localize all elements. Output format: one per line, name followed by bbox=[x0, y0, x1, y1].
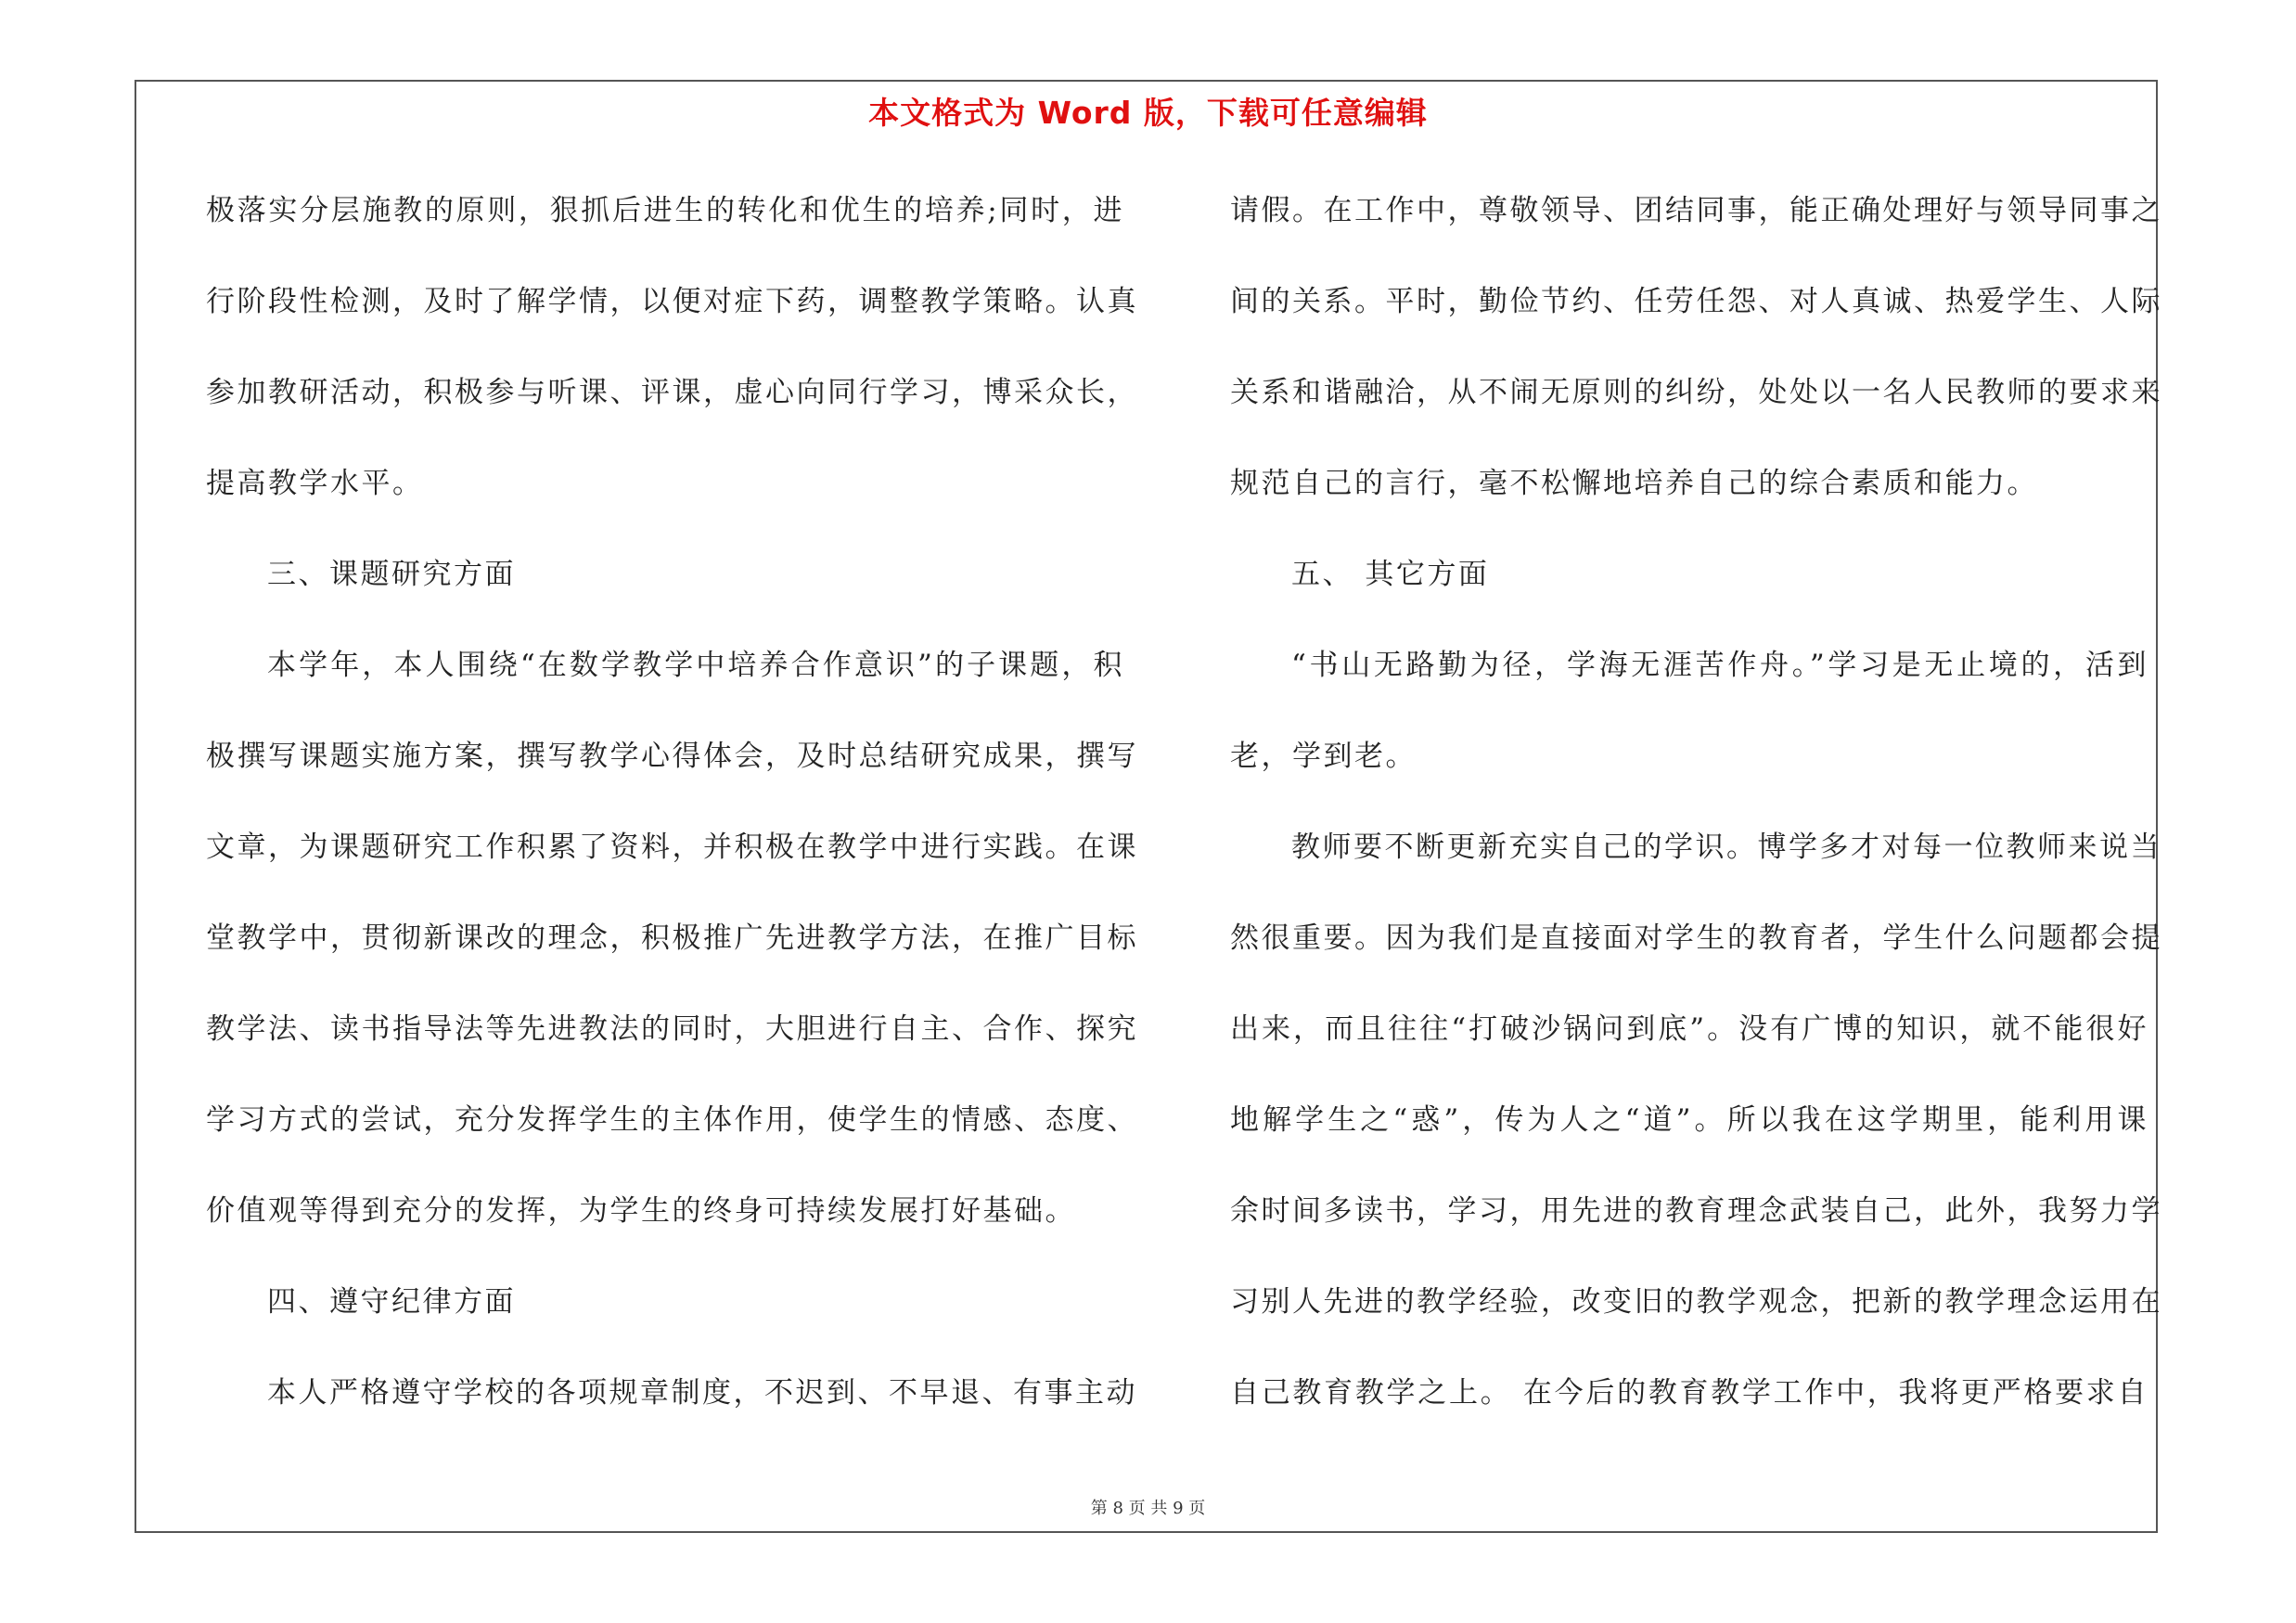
header-banner: 本文格式为 Word 版，下载可任意编辑 bbox=[868, 95, 1428, 131]
text-line: 本人严格遵守学校的各项规章制度，不迟到、不早退、有事主动 bbox=[267, 1376, 1137, 1410]
text-line: 参加教研活动，积极参与听课、评课，虚心向同行学习，博采众长， bbox=[206, 376, 1138, 409]
text-line: 教师要不断更新充实自己的学识。博学多才对每一位教师来说当 bbox=[1291, 831, 2161, 864]
text-line: 间的关系。平时，勤俭节约、任劳任怨、对人真诚、热爱学生、人际 bbox=[1230, 285, 2162, 318]
left-column bbox=[206, 182, 1138, 1455]
text-line: 极落实分层施教的原则，狠抓后进生的转化和优生的培养;同时，进 bbox=[206, 194, 1124, 227]
text-line: 本学年，本人围绕“在数学教学中培养合作意识”的子课题，积 bbox=[267, 649, 1124, 682]
section-heading: 三、课题研究方面 bbox=[267, 558, 516, 591]
text-line: 教学法、读书指导法等先进教法的同时，大胆进行自主、合作、探究 bbox=[206, 1012, 1138, 1046]
section-heading: 五、 其它方面 bbox=[1291, 558, 1490, 591]
section-heading: 四、遵守纪律方面 bbox=[267, 1285, 516, 1319]
text-line: 极撰写课题实施方案，撰写教学心得体会，及时总结研究成果，撰写 bbox=[206, 740, 1138, 773]
text-line: 行阶段性检测，及时了解学情，以便对症下药，调整教学策略。认真 bbox=[206, 285, 1138, 318]
text-line: 学习方式的尝试，充分发挥学生的主体作用，使学生的情感、态度、 bbox=[206, 1103, 1138, 1137]
page-footer: 第 8 页 共 9 页 bbox=[1090, 1499, 1206, 1518]
text-line: 价值观等得到充分的发挥，为学生的终身可持续发展打好基础。 bbox=[206, 1194, 1076, 1228]
text-line: 文章，为课题研究工作积累了资料，并积极在教学中进行实践。在课 bbox=[206, 831, 1138, 864]
right-column bbox=[1230, 182, 2162, 1455]
text-line: “书山无路勤为径，学海无涯苦作舟。”学习是无止境的，活到 bbox=[1291, 649, 2148, 682]
text-line: 然很重要。因为我们是直接面对学生的教育者，学生什么问题都会提 bbox=[1230, 921, 2162, 955]
text-line: 堂教学中，贯彻新课改的理念，积极推广先进教学方法，在推广目标 bbox=[206, 921, 1138, 955]
text-line: 地解学生之“惑”，传为人之“道”。所以我在这学期里，能利用课 bbox=[1230, 1103, 2148, 1137]
text-line: 习别人先进的教学经验，改变旧的教学观念，把新的教学理念运用在 bbox=[1230, 1285, 2162, 1319]
text-line: 请假。在工作中，尊敬领导、团结同事，能正确处理好与领导同事之 bbox=[1230, 194, 2162, 227]
text-line: 规范自己的言行，毫不松懈地培养自己的综合素质和能力。 bbox=[1230, 467, 2038, 500]
text-line: 自己教育教学之上。 在今后的教育教学工作中，我将更严格要求自 bbox=[1230, 1376, 2148, 1410]
text-line: 提高教学水平。 bbox=[206, 467, 424, 500]
text-line: 余时间多读书，学习，用先进的教育理念武装自己，此外，我努力学 bbox=[1230, 1194, 2162, 1228]
text-line: 出来，而且往往“打破沙锅问到底”。没有广博的知识，就不能很好 bbox=[1230, 1012, 2148, 1046]
text-line: 老，学到老。 bbox=[1230, 740, 1417, 773]
text-line: 关系和谐融洽，从不闹无原则的纠纷，处处以一名人民教师的要求来 bbox=[1230, 376, 2162, 409]
